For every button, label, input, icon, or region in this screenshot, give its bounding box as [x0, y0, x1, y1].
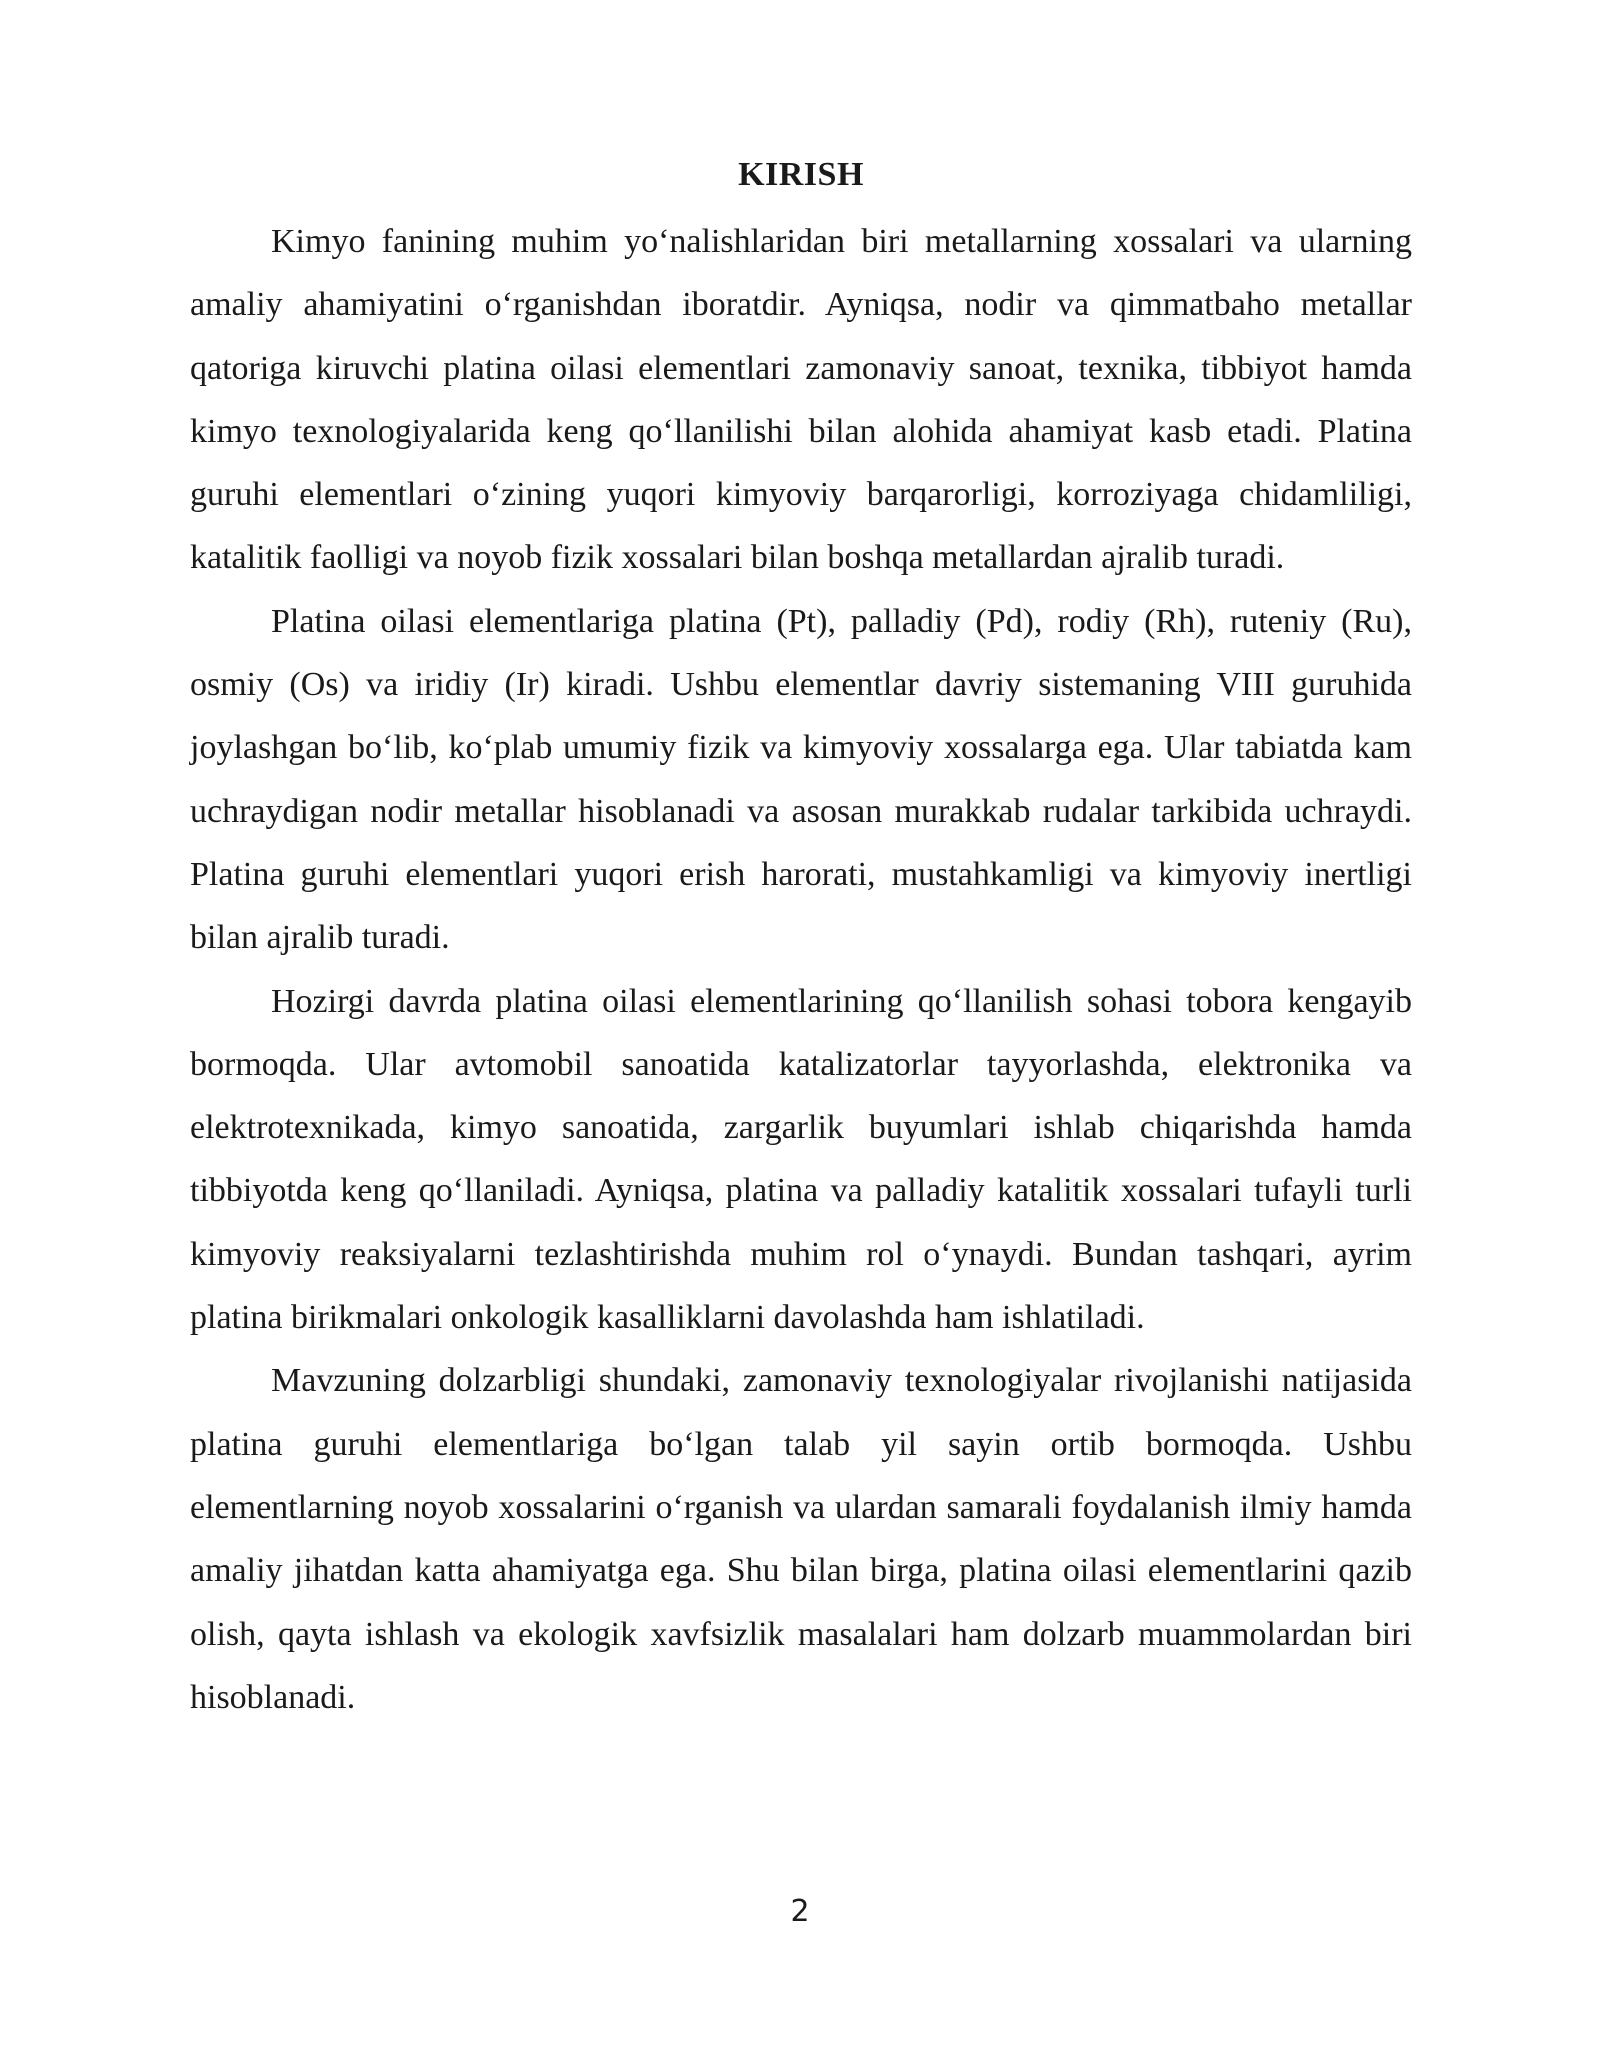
page-content — [190, 150, 1412, 1729]
paragraph-4: Mavzuning dolzarbligi shundaki, zamonaviy texnologiyalar rivojlanishi natijasida platina guruhi elementlariga bo‘lgan talab yil sayin ortib bormoqda. Ushbu elementlarning noyob xossalarini o‘rganish va ulardan samarali foydalanish ilmiy hamda amaliy jihatdan katta ahamiyatga ega. Shu bilan birga, platina oilasi elementlarini qazib olish, qayta ishlash va ekologik xavfsizlik masalalari ham dolzarb muammolardan biri hisoblanadi. — [190, 1362, 1412, 1716]
paragraph-2: Platina oilasi elementlariga platina (Pt), palladiy (Pd), rodiy (Rh), ruteniy (Ru), osmiy (Os) va iridiy (Ir) kiradi. Ushbu elementlar davriy sistemaning VIII guruhida joylashgan bo‘lib, ko‘plab umumiy fizik va kimyoviy xossalarga ega. Ular tabiatda kam uchraydigan nodir metallar hisoblanadi va asosan murakkab rudalar tarkibida uchraydi. Platina guruhi elementlari yuqori erish harorati, mustahkamligi va kimyoviy inertligi bilan ajralib turadi. — [190, 602, 1412, 957]
paragraph-3: Hozirgi davrda platina oilasi elementlarining qo‘llanilish sohasi tobora kengayib bormoqda. Ular avtomobil sanoatida katalizatorlar tayyorlashda, elektronika va elektrotexnikada, kimyo sanoatida, zargarlik buyumlari ishlab chiqarishda hamda tibbiyotda keng qo‘llaniladi. Ayniqsa, platina va palladiy katalitik xossalari tufayli turli kimyoviy reaksiyalarni tezlashtirishda muhim rol o‘ynaydi. Bundan tashqari, ayrim platina birikmalari onkologik kasalliklarni davolashda ham ishlatiladi. — [190, 982, 1412, 1337]
paragraph-1: Kimyo fanining muhim yo‘nalishlaridan biri metallarning xossalari va ularning amaliy ahamiyatini o‘rganishdan iboratdir. Ayniqsa, nodir va qimmatbaho metallar qatoriga kiruvchi platina oilasi elementlari zamonaviy sanoat, texnika, tibbiyot hamda kimyo texnologiyalarida keng qo‘llanilishi bilan alohida ahamiyat kasb etadi. Platina guruhi elementlari o‘zining yuqori kimyoviy barqarorligi, korroziyaga chidamliligi, katalitik faolligi va noyob fizik xossalari bilan boshqa metallardan ajralib turadi. — [190, 223, 1412, 577]
page-number: 2 — [790, 1894, 810, 1929]
section-heading: KIRISH — [738, 156, 864, 193]
